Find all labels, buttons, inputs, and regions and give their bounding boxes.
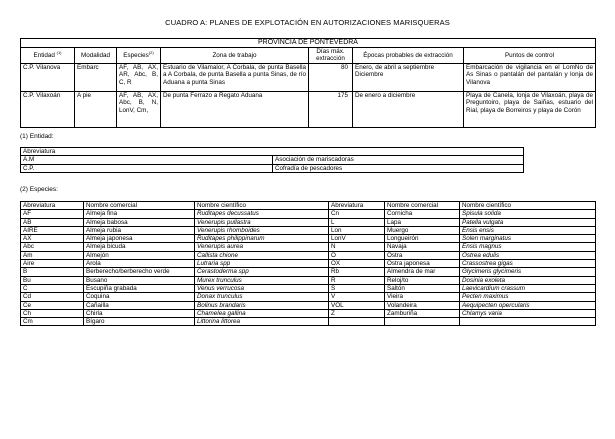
table-header-row [21,48,596,64]
species-abbr: Cn [329,210,385,218]
especies-col-header: Nombre comercial [84,202,195,210]
species-scientific-name: Solen marginatus [460,235,596,243]
entidad-name: Asociación de mariscadoras [273,156,524,164]
table-row [21,218,596,226]
species-scientific-name: Ensis ensis [460,226,596,234]
species-abbr: O [329,251,385,259]
especies-col-header: Nombre comercial [385,202,460,210]
species-scientific-name: Aequipecten opercularis [460,301,596,309]
species-scientific-name: Venerupis pullastra [195,218,329,226]
page-title: CUADRO A: PLANES DE EXPLOTACIÓN EN AUTORIZACIONES MARISQUERAS [165,18,450,27]
especies-table [20,201,596,326]
especies-label: (2) Especies: [20,186,58,193]
species-commercial-name: Saltón [385,284,460,292]
table-row [21,301,596,309]
table-header-row [21,148,524,156]
species-commercial-name: Volandeira [385,301,460,309]
species-scientific-name: Venerupis rhomboides [195,226,329,234]
cell-zona: De punta Ferrazo a Regato Aduana [161,91,309,127]
table-row [21,243,596,251]
species-abbr: Z [329,309,385,317]
species-scientific-name: Laevicardium crassum [460,284,596,292]
cell-dias: 175 [309,91,353,127]
species-scientific-name: Chlamys varia [460,309,596,317]
species-scientific-name: Crassostrea gigas [460,260,596,268]
species-abbr: N [329,243,385,251]
species-abbr: S [329,284,385,292]
col-modalidad: Modalidad [75,48,117,64]
entidad-header: Abreviatura [21,148,524,156]
species-commercial-name: Escupiña grabada [84,284,195,292]
cell-entidad: C.P. Vilanova [21,63,75,91]
species-abbr: AB [21,218,84,226]
species-commercial-name: Almeja bicuda [84,243,195,251]
especies-col-header: Abreviatura [21,202,84,210]
species-commercial-name: Almendra de mar [385,268,460,276]
col-puntos: Puntos de control [464,48,596,64]
especies-col-header: Abreviatura [329,202,385,210]
species-scientific-name: Dosinia exoleta [460,276,596,284]
col-dias: Días máx. extracción [309,48,353,64]
species-commercial-name: Reloj/to [385,276,460,284]
species-commercial-name: Almeja babosa [84,218,195,226]
species-abbr: VOL [329,301,385,309]
species-scientific-name: Murex trunculus [195,276,329,284]
species-commercial-name: Lapa [385,218,460,226]
cell-modalidad: A pie [75,91,117,127]
table-row [21,260,596,268]
plans-table [20,38,596,128]
species-scientific-name: Callista chione [195,251,329,259]
cell-epocas: De enero a diciembre [353,91,464,127]
species-scientific-name: Bolinus brandaris [195,301,329,309]
species-abbr [329,318,385,326]
cell-especies: AF, AB, AX, AR, Abc, B, C, R [117,63,161,91]
species-commercial-name: Coquina [84,293,195,301]
cell-epocas: Enero, de abril a septiembre Diciembre [353,63,464,91]
species-commercial-name: Cornicha [385,210,460,218]
species-commercial-name: Almeja rubia [84,226,195,234]
species-scientific-name: Lutraria spp [195,260,329,268]
table-row [21,284,596,292]
species-abbr: B [21,268,84,276]
province-header: PROVINCIA DE PONTEVEDRA [21,39,596,48]
species-commercial-name: Arola [84,260,195,268]
species-scientific-name: Littorina littorea [195,318,329,326]
species-abbr: Ce [21,301,84,309]
species-commercial-name: Almeja fina [84,210,195,218]
especies-col-header: Nombre científico [195,202,329,210]
species-abbr: AF [21,210,84,218]
table-row [21,226,596,234]
entidad-abbr: C.P. [21,164,273,172]
species-commercial-name: Almejón [84,251,195,259]
species-scientific-name: Ensis magnus [460,243,596,251]
cell-dias: 80 [309,63,353,91]
species-abbr: AX [21,235,84,243]
cell-zona: Estuario de Vilamalor, A Corbala, de punta Basella a A Corbala, de punta Basella a punta Sinas, de río Aduana a punta Sinas [161,63,309,91]
species-abbr: Cd [21,293,84,301]
species-commercial-name: Ostra japonesa [385,260,460,268]
species-scientific-name: Pecten maximus [460,293,596,301]
table-row [21,268,596,276]
species-commercial-name: Berberecho/berberecho verde [84,268,195,276]
table-row [21,309,596,317]
table-header-row [21,202,596,210]
species-scientific-name: Cerastoderma spp [195,268,329,276]
species-abbr: Abc [21,243,84,251]
entidad-table [20,147,524,173]
col-entidad: Entidad $^{(1)}$ [21,48,75,64]
entidad-name: Cofradía de pescadores [273,164,524,172]
species-abbr: Lon [329,226,385,234]
especies-col-header: Nombre científico [460,202,596,210]
col-zona: Zona de trabajo [161,48,309,64]
species-scientific-name: Chamelea gallina [195,309,329,317]
table-row [21,210,596,218]
species-scientific-name [460,318,596,326]
species-abbr: Rb [329,268,385,276]
cell-modalidad: Embarc [75,63,117,91]
species-commercial-name: Busano [84,276,195,284]
table-row [21,276,596,284]
species-scientific-name: Ostrea edulis [460,251,596,259]
col-epocas: Épocas probables de extracción [353,48,464,64]
species-commercial-name: Ostra [385,251,460,259]
species-scientific-name: Venerupis aurea [195,243,329,251]
species-commercial-name: Vieira [385,293,460,301]
species-commercial-name: Cañailla [84,301,195,309]
species-scientific-name: Ruditapes decussatus [195,210,329,218]
species-abbr: AIRE [21,226,84,234]
table-row [21,251,596,259]
species-commercial-name: Navaja [385,243,460,251]
species-scientific-name: Patella vulgata [460,218,596,226]
cell-especies: AF, AB, AX, Abc, B, N, LonV, Cm, [117,91,161,127]
species-commercial-name: Chirla [84,309,195,317]
species-commercial-name: Bígaro [84,318,195,326]
table-row [21,156,524,164]
table-row [21,318,596,326]
species-abbr: Am [21,251,84,259]
species-scientific-name: Spisula solida [460,210,596,218]
species-abbr: Cm [21,318,84,326]
species-abbr: Bu [21,276,84,284]
cell-entidad: C.P. Vilaxoán [21,91,75,127]
species-commercial-name: Zamburiña [385,309,460,317]
table-row [21,293,596,301]
species-abbr: R [329,276,385,284]
species-commercial-name: Almeja japonesa [84,235,195,243]
species-abbr: LonV [329,235,385,243]
entidad-abbr: A.M [21,156,273,164]
table-row [21,164,524,172]
species-commercial-name: Muergo [385,226,460,234]
species-scientific-name: Venus verrucosa [195,284,329,292]
species-commercial-name [385,318,460,326]
species-scientific-name: Donax trunculus [195,293,329,301]
entidad-label: (1) Entidad: [20,133,54,140]
species-scientific-name: Ruditapes philippinarum [195,235,329,243]
species-commercial-name: Longueirón [385,235,460,243]
species-abbr: Ch [21,309,84,317]
table-row [21,235,596,243]
species-abbr: L [329,218,385,226]
species-abbr: C [21,284,84,292]
species-scientific-name: Glycimeris glycimeris [460,268,596,276]
table-row [21,63,596,91]
species-abbr: OX [329,260,385,268]
cell-puntos: Embarcación de vigilancia en el LomNo de As Sinas o pantalán del pantalán y lonja de Vilanova [464,63,596,91]
species-abbr: V [329,293,385,301]
col-especies: Especies$^{(2)}$ [117,48,161,64]
species-abbr: Aire [21,260,84,268]
cell-puntos: Playa de Canela, lonja de Vilaxoán, playa de Preguntoiro, playa de Saiñas, estuario del Rial, playa de Borreiros y playa de Corón [464,91,596,127]
table-row [21,91,596,127]
